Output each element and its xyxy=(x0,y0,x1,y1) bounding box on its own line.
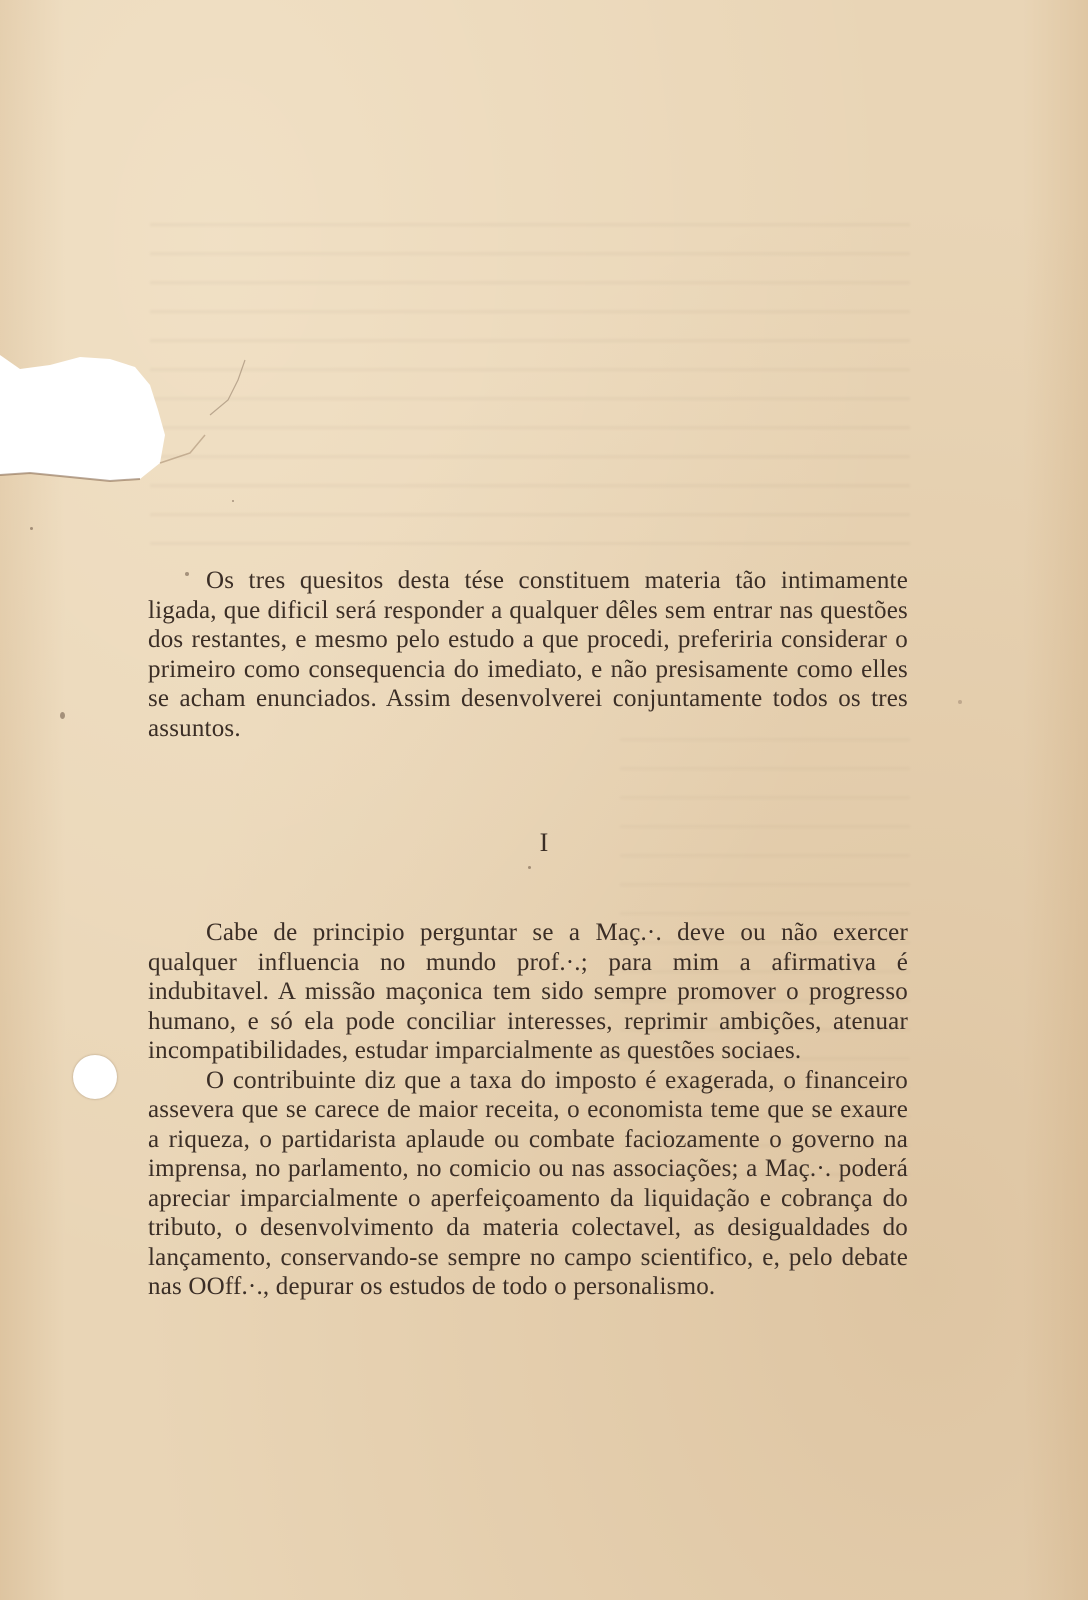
paragraph-2-text: Cabe de principio perguntar se a Maç.·. deve ou não exercer qualquer influencia no mundo prof.·.; para mim a afirmativa é indubitavel. A missão maçonica tem sido sempre promover o progresso humano, e só ela pode conciliar interesses, reprimir ambições, atenuar incompatibilidades, estudar imparcialmente as questões sociaes. xyxy=(148,919,908,1064)
punch-hole xyxy=(73,1055,117,1099)
section-heading: I xyxy=(539,828,549,857)
paragraph-1-text: Os tres quesitos desta tése constituem materia tão intimamente ligada, que dificil será responder a qualquer dêles sem entrar nas questões dos restantes, e mesmo pelo estudo a que procedi, preferiria considerar o primeiro como consequencia do imediato, e não presisamente como elles se acham enunciados. Assim desenvolverei conjuntamente todos os tres assuntos. xyxy=(148,567,908,742)
bleed-through-texture xyxy=(150,205,910,545)
section-body xyxy=(148,918,908,1302)
paragraph-intro xyxy=(148,566,908,743)
torn-corner-damage xyxy=(0,355,260,495)
paragraph-3-text: O contribuinte diz que a taxa do imposto é exagerada, o financeiro assevera que se carece de maior receita, o economista teme que se exaure a riqueza, o partidarista aplaude ou combate faciozamente o governo na imprensa, no parlamento, no comicio ou nas associações; a Maç.·. poderá apreciar imparcialmente o aperfeiçoamento da liquidação e cobrança do tributo, o desenvolvimento da materia colectavel, as desigualdades do lançamento, conservando-se sempre no campo scientifico, e, pelo debate nas OOff.·., depurar os estudos de todo o personalismo. xyxy=(148,1066,908,1300)
